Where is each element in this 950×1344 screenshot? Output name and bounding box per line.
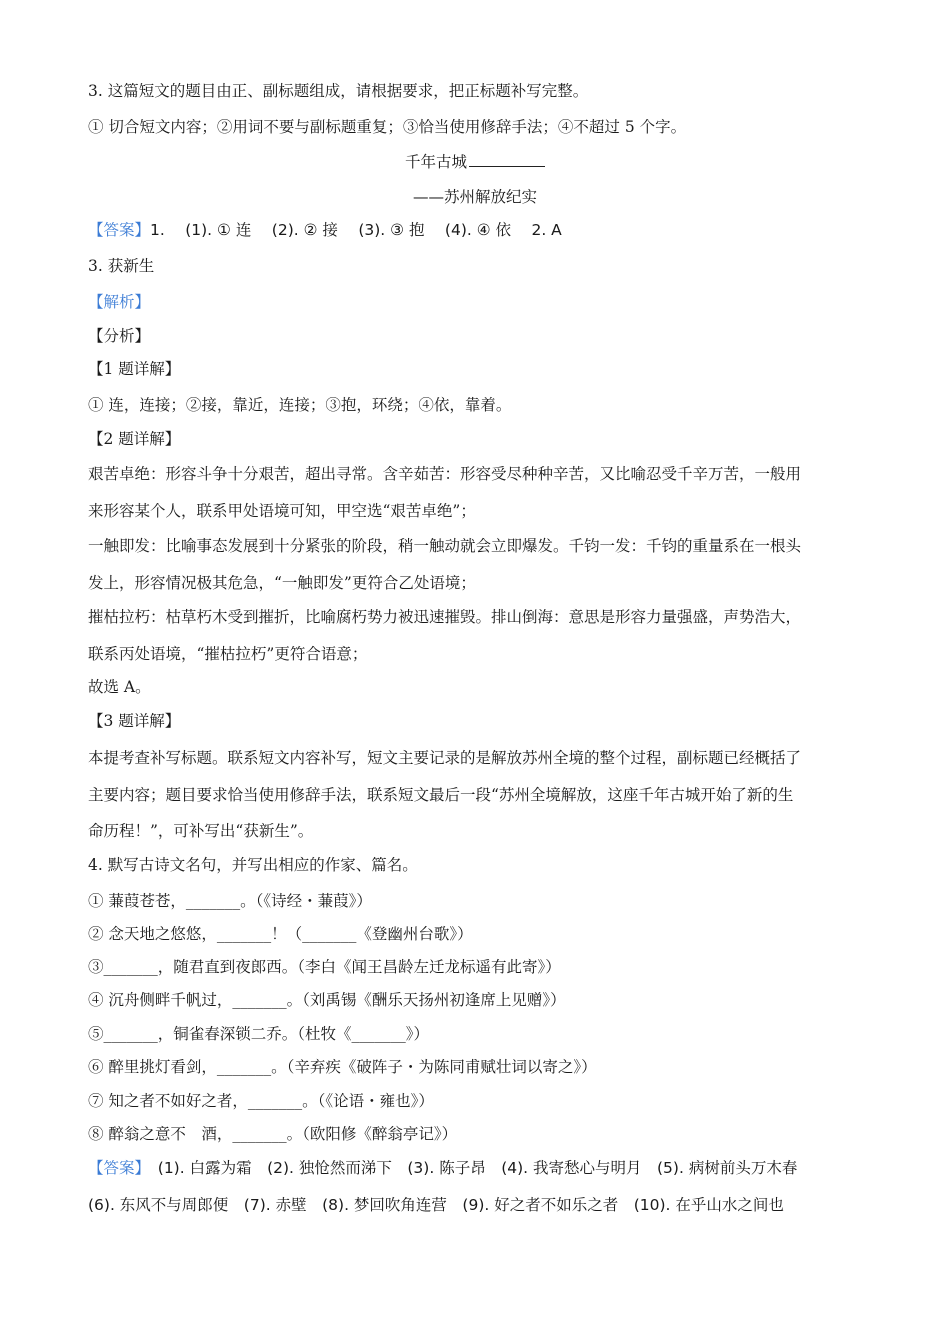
answer-1-line2: 3. 获新生 — [88, 257, 155, 275]
detail-2-para3-line2: 联系丙处语境，“摧枯拉朽”更符合语意； — [88, 645, 368, 663]
subtitle: ——苏州解放纪实 — [412, 188, 537, 206]
answer-2-line1: (1). 白露为霜 (2). 独怆然而涕下 (3). 陈子昂 (4). 我寄愁心与明月 (5). 病树前头万木春 — [142, 1159, 798, 1177]
analysis-tag: 【解析】 — [88, 293, 151, 311]
answer-tag: 【答案】 — [88, 1159, 143, 1177]
main-title-text: 千年古城 — [404, 153, 467, 171]
detail-3-line1: 本提考查补写标题。联系短文内容补写，短文主要记录的是解放苏州全境的整个过程，副标题已经概括了 — [88, 749, 802, 767]
answer-1-text: 1. (1). ① 连 (2). ② 接 (3). ③ 抱 (4). ④ 依 2. A — [150, 221, 562, 239]
detail-3-line3: 命历程！”，可补写出“获新生”。 — [88, 822, 314, 840]
detail-2-heading: 【2 题详解】 — [88, 430, 181, 448]
answer-tag: 【答案】 — [88, 221, 151, 239]
detail-2-para1-line1: 艰苦卓绝：形容斗争十分艰苦，超出寻常。含辛茹苦：形容受尽种种辛苦，又比喻忍受千辛万苦，一般用 — [88, 465, 802, 483]
question-3-stem: 3. 这篇短文的题目由正、副标题组成，请根据要求，把正标题补写完整。 — [88, 82, 589, 100]
detail-1-text: ① 连，连接；②接，靠近，连接；③抱，环绕；④依，靠着。 — [88, 396, 512, 414]
detail-2-conclusion: 故选 A。 — [88, 678, 151, 696]
detail-2-para1-line2: 来形容某个人，联系甲处语境可知，甲空选“艰苦卓绝”； — [88, 502, 476, 520]
detail-2-para2-line2: 发上，形容情况极其危急，“一触即发”更符合乙处语境； — [88, 574, 476, 592]
detail-1-heading: 【1 题详解】 — [88, 360, 181, 378]
q4-item: ② 念天地之悠悠，_______！（_______《登幽州台歌》） — [88, 925, 473, 943]
answer-2 — [88, 1156, 862, 1180]
q4-item: ⑧ 醉翁之意不 酒，_______。（欧阳修《醉翁亭记》） — [88, 1125, 458, 1143]
q4-item: ⑤_______，铜雀春深锁二乔。（杜牧《_______》） — [88, 1025, 430, 1043]
detail-2-para2-line1: 一触即发：比喻事态发展到十分紧张的阶段，稍一触动就会立即爆发。千钧一发：千钧的重量系在一根头 — [88, 537, 802, 555]
detail-2-para3-line1: 摧枯拉朽：枯草朽木受到摧折，比喻腐朽势力被迅速摧毁。排山倒海：意思是形容力量强盛，声势浩大， — [88, 608, 802, 626]
detail-3-heading: 【3 题详解】 — [88, 712, 181, 730]
q4-item: ① 蒹葭苍苍，_______。（《诗经・蒹葭》） — [88, 892, 372, 910]
title-blank — [469, 148, 545, 167]
q4-item: ⑦ 知之者不如好之者，_______。（《论语・雍也》） — [88, 1092, 434, 1110]
detail-3-line2: 主要内容；题目要求恰当使用修辞手法，联系短文最后一段“苏州全境解放，这座千年古城开始了新的生 — [88, 786, 794, 804]
main-title-line — [0, 148, 950, 174]
question-3-requirements: ① 切合短文内容；②用词不要与副标题重复；③恰当使用修辞手法；④不超过 5 个字。 — [88, 118, 687, 136]
answer-2-line2: (6). 东风不与周郎便 (7). 赤壁 (8). 梦回吹角连营 (9). 好之者不如乐之者 (10). 在乎山水之间也 — [88, 1196, 784, 1214]
q4-item: ⑥ 醉里挑灯看剑，_______。（辛弃疾《破阵子・为陈同甫赋壮词以寄之》） — [88, 1058, 597, 1076]
answer-1 — [88, 218, 862, 242]
fenxi-heading: 【分析】 — [88, 327, 151, 345]
q4-item: ③_______，随君直到夜郎西。（李白《闻王昌龄左迁龙标遥有此寄》） — [88, 958, 561, 976]
q4-item: ④ 沉舟侧畔千帆过，_______。（刘禹锡《酬乐天扬州初逢席上见赠》） — [88, 991, 566, 1009]
question-4-stem: 4. 默写古诗文名句，并写出相应的作家、篇名。 — [88, 856, 418, 874]
